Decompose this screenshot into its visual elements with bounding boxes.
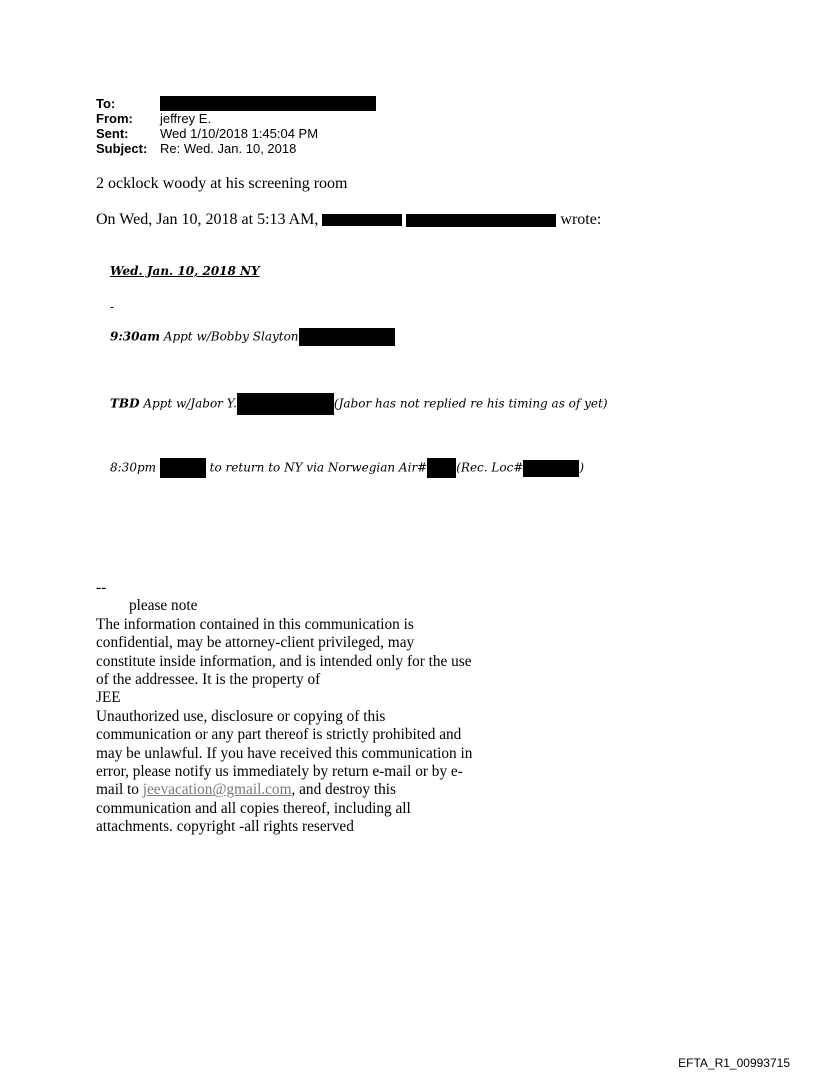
schedule-dash: - bbox=[110, 300, 115, 314]
sent-label: Sent: bbox=[96, 126, 129, 141]
footer-disclaimer bbox=[96, 579, 476, 837]
footer-para2-start: Unauthorized use, disclosure or copying of this communication or any part thereof is strictly prohibited and may be unlawful. If you have received this communication in error, please notify us immediately by return e-mail or by e-mail to bbox=[96, 707, 473, 799]
subject-row bbox=[96, 141, 376, 156]
to-row bbox=[96, 96, 376, 111]
schedule-item-3 bbox=[110, 458, 584, 478]
email-link[interactable]: jeevacation@gmail.com bbox=[142, 781, 292, 799]
from-row bbox=[96, 111, 376, 126]
redaction-item1 bbox=[299, 328, 395, 346]
schedule-item-2 bbox=[110, 393, 608, 415]
item3-text2: (Rec. Loc# bbox=[456, 460, 524, 475]
redaction-item3-locator bbox=[523, 460, 579, 477]
sent-row bbox=[96, 126, 376, 141]
schedule-item-1 bbox=[110, 328, 395, 346]
item3-time: 8:30pm bbox=[110, 460, 157, 475]
item1-text: Appt w/Bobby Slayton bbox=[163, 329, 299, 344]
redaction-item3-name bbox=[160, 458, 206, 478]
item2-time: TBD bbox=[110, 396, 140, 411]
item1-time: 9:30am bbox=[110, 329, 160, 344]
item2-text: Appt w/Jabor Y. bbox=[143, 396, 237, 411]
from-label: From: bbox=[96, 111, 133, 126]
footer-separator: -- bbox=[96, 579, 107, 596]
email-header bbox=[96, 96, 376, 156]
footer-para2-end: , and destroy this communication and all copies thereof, including all attachments. copyright -all rights reserved bbox=[96, 781, 411, 836]
redaction-item2 bbox=[237, 393, 334, 415]
item3-text1: to return to NY via Norwegian Air# bbox=[209, 460, 428, 475]
footer-note: please note bbox=[129, 597, 198, 615]
footer-para1: The information contained in this communication is confidential, may be attorney-client privileged, may constitute inside information, and is intended only for the use of the addressee. It is the property of bbox=[96, 615, 472, 689]
item2-note: (Jabor has not replied re his timing as of yet) bbox=[333, 396, 608, 411]
quote-line bbox=[96, 210, 601, 229]
redaction-item3-flight bbox=[427, 458, 456, 478]
subject-value: Re: Wed. Jan. 10, 2018 bbox=[160, 141, 297, 156]
schedule-title: Wed. Jan. 10, 2018 NY bbox=[110, 264, 260, 278]
quote-prefix: On Wed, Jan 10, 2018 at 5:13 AM, bbox=[96, 211, 319, 228]
subject-label: Subject: bbox=[96, 141, 148, 156]
sent-value: Wed 1/10/2018 1:45:04 PM bbox=[160, 126, 319, 141]
item3-close: ) bbox=[579, 460, 585, 475]
from-value: jeffrey E. bbox=[160, 111, 212, 126]
redaction-sender-name bbox=[322, 214, 402, 226]
footer-owner: JEE bbox=[96, 689, 121, 707]
footer-para2 bbox=[96, 708, 476, 837]
quote-suffix: wrote: bbox=[560, 211, 602, 228]
redaction-to bbox=[160, 96, 376, 111]
to-label: To: bbox=[96, 96, 116, 111]
reply-text: 2 ocklock woody at his screening room bbox=[96, 175, 348, 192]
document-id: EFTA_R1_00993715 bbox=[678, 1056, 790, 1070]
redaction-sender-email bbox=[406, 214, 556, 227]
